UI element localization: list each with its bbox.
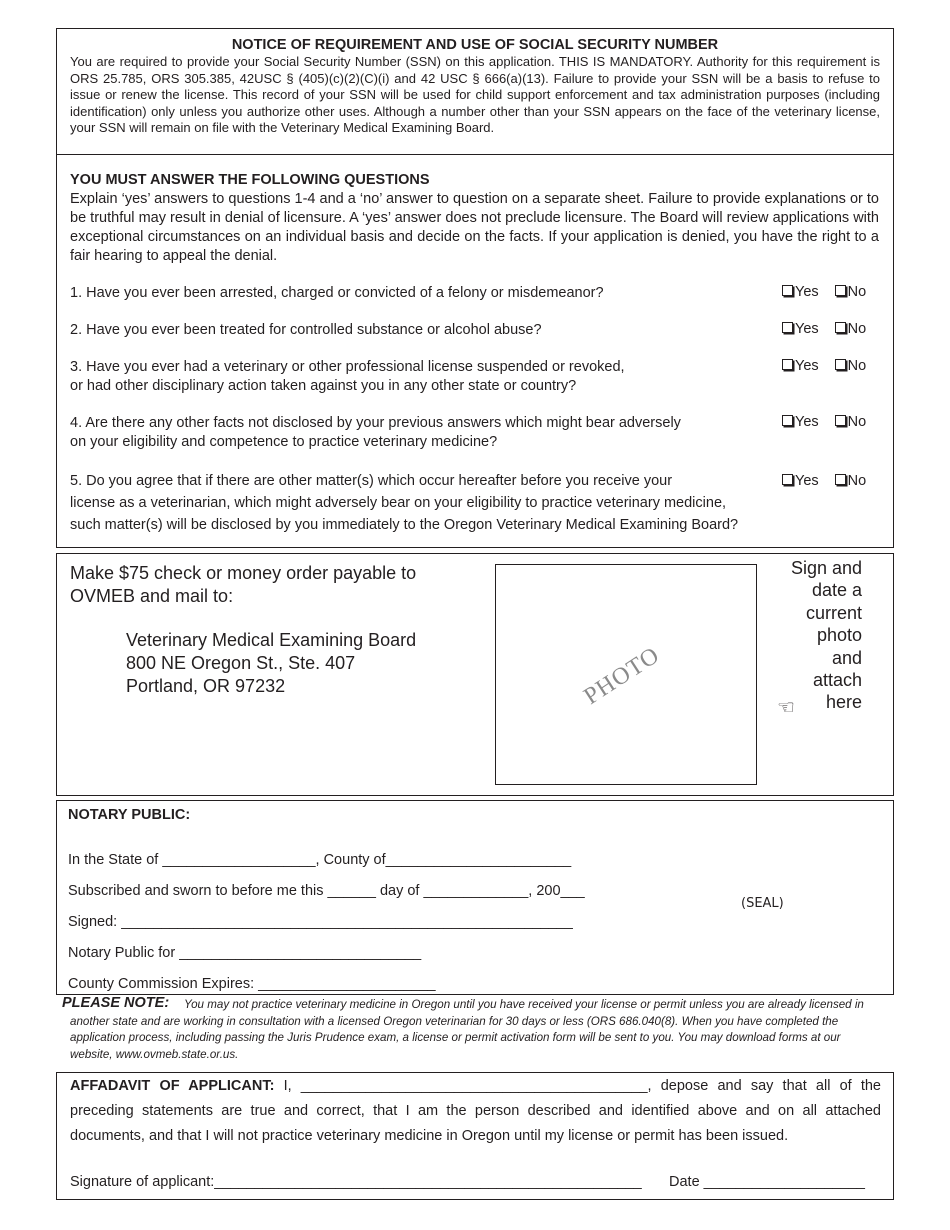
checkbox-icon <box>782 359 793 370</box>
no-label: No <box>847 284 867 300</box>
checkbox-icon <box>835 415 846 426</box>
question-5-answers <box>782 473 882 489</box>
question-1-answers <box>782 284 882 300</box>
please-note-body: You may not practice veterinary medicine in Oregon until you have received your license or permit unless you are already licensed in another state and are working in consultation with a licensed Oregon veterinarian for 30 days or less (ORS 686.040(8). When you have completed the application process, including passing the Juris Prudence exam, a license or permit activation form will be sent to you. You may download forms at our website, www.ovmeb.state.or.us. <box>70 998 864 1061</box>
notary-sworn-date-field[interactable]: Subscribed and sworn to before me this ______ day of _____________, 200___ <box>68 883 585 899</box>
instruction-line: Sign and <box>790 558 862 578</box>
instruction-line: current <box>805 602 862 623</box>
checkbox-icon <box>835 474 846 485</box>
checkbox-icon <box>782 415 793 426</box>
checkbox-icon <box>782 322 793 333</box>
checkbox-icon <box>835 285 846 296</box>
checkbox-icon <box>835 359 846 370</box>
payment-photo-section <box>56 553 894 796</box>
no-checkbox[interactable] <box>835 473 867 489</box>
payment-line: OVMEB and mail to: <box>70 586 234 606</box>
yes-label: Yes <box>795 321 819 337</box>
checkbox-icon <box>782 474 793 485</box>
seal-label: (SEAL) <box>741 896 784 911</box>
question-3 <box>70 358 625 396</box>
no-checkbox[interactable] <box>835 358 867 374</box>
instruction-line: date a <box>811 580 862 601</box>
photo-placeholder-label: PHOTO <box>579 642 665 711</box>
checkbox-icon <box>782 285 793 296</box>
no-label: No <box>847 321 867 337</box>
instruction-line: and <box>831 647 862 668</box>
address-line: Veterinary Medical Examining Board <box>126 630 417 650</box>
address-line: 800 NE Oregon St., Ste. 407 <box>126 653 356 673</box>
no-checkbox[interactable] <box>835 284 867 300</box>
checkbox-icon <box>835 322 846 333</box>
question-text: 5. Do you agree that if there are other matter(s) which occur hereafter before you receive your <box>70 473 673 489</box>
mailing-address <box>126 629 416 698</box>
applicant-signature-field[interactable]: Signature of applicant:_____________________________________________________ <box>70 1174 642 1190</box>
please-note-heading: PLEASE NOTE: <box>62 995 170 1011</box>
question-3-answers <box>782 358 882 374</box>
payment-line: Make $75 check or money order payable to <box>70 563 417 583</box>
question-text: 4. Are there any other facts not disclosed by your previous answers which might bear adversely <box>70 415 681 431</box>
yes-label: Yes <box>795 284 819 300</box>
yes-checkbox[interactable] <box>782 414 819 430</box>
address-line: Portland, OR 97232 <box>126 676 286 696</box>
no-label: No <box>847 473 867 489</box>
yes-checkbox[interactable] <box>782 473 819 489</box>
yes-checkbox[interactable] <box>782 358 819 374</box>
notary-title: NOTARY PUBLIC: <box>68 807 191 823</box>
ssn-notice-section <box>56 28 894 155</box>
question-1 <box>70 284 604 303</box>
no-checkbox[interactable] <box>835 321 867 337</box>
no-checkbox[interactable] <box>835 414 867 430</box>
instruction-line: here <box>825 692 862 713</box>
photo-frame[interactable] <box>495 564 757 785</box>
yes-checkbox[interactable] <box>782 284 819 300</box>
question-text-cont: on your eligibility and competence to practice veterinary medicine? <box>70 434 498 450</box>
affidavit-heading: AFFADAVIT OF APPLICANT: <box>70 1078 275 1094</box>
questions-intro: Explain ‘yes’ answers to questions 1-4 and a ‘no’ answer to question on a separate sheet. Failure to provide explanations or to be truthful may result in denial of licensure. A ‘yes’ answer does not preclude licensure. The Board will review applications with exceptional circumstances on an individual basis and decide on the facts. If your application is denied, you have the right to a fair hearing to appeal the denial. <box>70 191 879 264</box>
yes-checkbox[interactable] <box>782 321 819 337</box>
question-text: 2. Have you ever been treated for controlled substance or alcohol abuse? <box>70 322 542 338</box>
question-text: 3. Have you ever had a veterinary or other professional license suspended or revoked, <box>70 359 625 375</box>
pointing-hand-icon: ☜ <box>777 697 795 719</box>
question-2 <box>70 321 542 340</box>
affidavit-text[interactable]: I, ___________________________________________, depose and say that all of the preceding statements are true and correct, that I am the person described and identified above and on all attached documents, and that I will not practice veterinary medicine in Oregon until my license or permit has been issued. <box>70 1078 881 1144</box>
question-2-answers <box>782 321 882 337</box>
photo-sign-instructions <box>791 557 862 714</box>
no-label: No <box>847 358 867 374</box>
instruction-line: photo <box>816 625 862 646</box>
affidavit-section <box>56 1072 894 1200</box>
ssn-notice-title: NOTICE OF REQUIREMENT AND USE OF SOCIAL SECURITY NUMBER <box>231 37 719 53</box>
notary-state-county-field[interactable]: In the State of ___________________, County of_______________________ <box>68 852 572 868</box>
question-text-cont: such matter(s) will be disclosed by you immediately to the Oregon Veterinary Medical Examining Board? <box>70 517 739 533</box>
payment-instructions <box>70 562 416 608</box>
instruction-line: attach <box>812 670 862 691</box>
question-text-cont: license as a veterinarian, which might adversely bear on your eligibility to practice veterinary medicine, <box>70 495 727 511</box>
question-4-answers <box>782 414 882 430</box>
yes-label: Yes <box>795 358 819 374</box>
question-text: 1. Have you ever been arrested, charged or convicted of a felony or misdemeanor? <box>70 285 604 301</box>
notary-public-for-field[interactable]: Notary Public for ______________________________ <box>68 945 422 961</box>
affidavit-statement <box>70 1074 881 1149</box>
notary-signed-field[interactable]: Signed: ________________________________________________________ <box>68 914 573 930</box>
yes-label: Yes <box>795 414 819 430</box>
yes-label: Yes <box>795 473 819 489</box>
question-5 <box>70 470 738 536</box>
commission-expires-field[interactable]: County Commission Expires: ______________________ <box>68 976 436 992</box>
ssn-notice-body: You are required to provide your Social Security Number (SSN) on this application. THIS IS MANDATORY. Authority for this requirement is ORS 25.785, ORS 305.385, 42USC § (405)(c)(2)(C)(i) and 42 USC § 666(a)(13). Failure to provide your SSN will be a basis to refuse to issue or renew the license. This record of your SSN will be used for child support enforcement and tax administration purposes (including identification) only unless you authorize other uses. Although a number other than your SSN appears on the face of the veterinary license, your SSN will remain on file with the Veterinary Medical Examining Board. <box>70 54 880 136</box>
no-label: No <box>847 414 867 430</box>
questions-title: YOU MUST ANSWER THE FOLLOWING QUESTIONS <box>70 172 430 188</box>
notary-section <box>56 800 894 995</box>
question-text-cont: or had other disciplinary action taken against you in any other state or country? <box>70 378 577 394</box>
signature-date-field[interactable]: Date ____________________ <box>669 1174 865 1190</box>
questions-section <box>56 154 894 548</box>
question-4 <box>70 414 681 452</box>
